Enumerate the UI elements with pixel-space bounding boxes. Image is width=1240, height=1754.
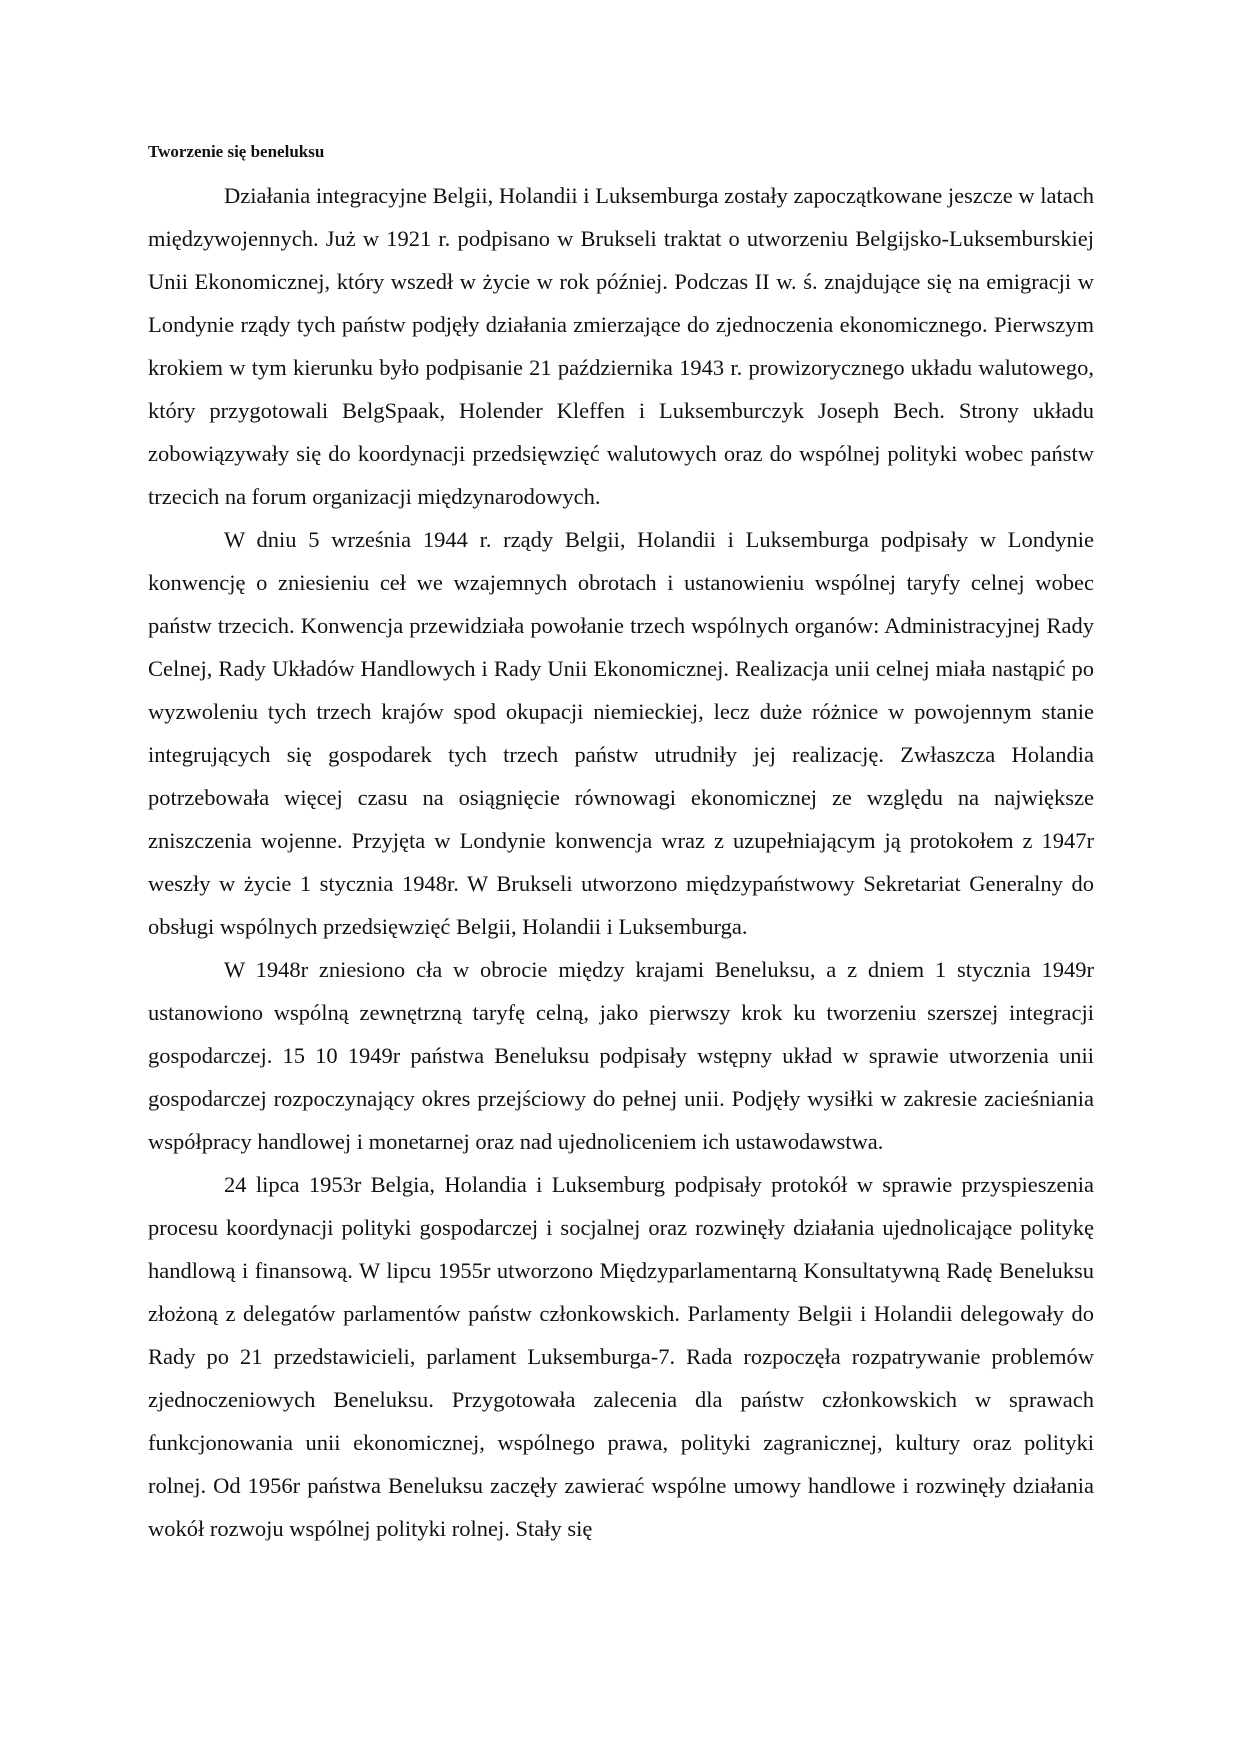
document-title: Tworzenie się beneluksu [148, 142, 325, 161]
document-page [148, 140, 1094, 1550]
paragraph-4: 24 lipca 1953r Belgia, Holandia i Luksemburg podpisały protokół w sprawie przyspieszenia procesu koordynacji polityki gospodarczej i socjalnej oraz rozwinęły działania ujednolicające politykę handlową i finansową. W lipcu 1955r utworzono Międzyparlamentarną Konsultatywną Radę Beneluksu złożoną z delegatów parlamentów państw członkowskich. Parlamenty Belgii i Holandii delegowały do Rady po 21 przedstawicieli, parlament Luksemburga-7. Rada rozpoczęła rozpatrywanie problemów zjednoczeniowych Beneluksu. Przygotowała zalecenia dla państw członkowskich w sprawach funkcjonowania unii ekonomicznej, wspólnego prawa, polityki zagranicznej, kultury oraz polityki rolnej. Od 1956r państwa Beneluksu zaczęły zawierać wspólne umowy handlowe i rozwinęły działania wokół rozwoju wspólnej polityki rolnej. Stały się [148, 1172, 1094, 1541]
paragraph-1: Działania integracyjne Belgii, Holandii i Luksemburga zostały zapoczątkowane jeszcze w latach międzywojennych. Już w 1921 r. podpisano w Brukseli traktat o utworzeniu Belgijsko-Luksemburskiej Unii Ekonomicznej, który wszedł w życie w rok później. Podczas II w. ś. znajdujące się na emigracji w Londynie rządy tych państw podjęły działania zmierzające do zjednoczenia ekonomicznego. Pierwszym krokiem w tym kierunku było podpisanie 21 października 1943 r. prowizorycznego układu walutowego, który przygotowali BelgSpaak, Holender Kleffen i Luksemburczyk Joseph Bech. Strony układu zobowiązywały się do koordynacji przedsięwzięć walutowych oraz do wspólnej polityki wobec państw trzecich na forum organizacji międzynarodowych. [148, 183, 1094, 509]
paragraph-2: W dniu 5 września 1944 r. rządy Belgii, Holandii i Luksemburga podpisały w Londynie konwencję o zniesieniu ceł we wzajemnych obrotach i ustanowieniu wspólnej taryfy celnej wobec państw trzecich. Konwencja przewidziała powołanie trzech wspólnych organów: Administracyjnej Rady Celnej, Rady Układów Handlowych i Rady Unii Ekonomicznej. Realizacja unii celnej miała nastąpić po wyzwoleniu tych trzech krajów spod okupacji niemieckiej, lecz duże różnice w powojennym stanie integrujących się gospodarek tych trzech państw utrudniły jej realizację. Zwłaszcza Holandia potrzebowała więcej czasu na osiągnięcie równowagi ekonomicznej ze względu na największe zniszczenia wojenne. Przyjęta w Londynie konwencja wraz z uzupełniającym ją protokołem z 1947r weszły w życie 1 stycznia 1948r. W Brukseli utworzono międzypaństwowy Sekretariat Generalny do obsługi wspólnych przedsięwzięć Belgii, Holandii i Luksemburga. [148, 527, 1094, 939]
paragraph-3: W 1948r zniesiono cła w obrocie między krajami Beneluksu, a z dniem 1 stycznia 1949r ustanowiono wspólną zewnętrzną taryfę celną, jako pierwszy krok ku tworzeniu szerszej integracji gospodarczej. 15 10 1949r państwa Beneluksu podpisały wstępny układ w sprawie utworzenia unii gospodarczej rozpoczynający okres przejściowy do pełnej unii. Podjęły wysiłki w zakresie zacieśniania współpracy handlowej i monetarnej oraz nad ujednoliceniem ich ustawodawstwa. [148, 957, 1094, 1154]
